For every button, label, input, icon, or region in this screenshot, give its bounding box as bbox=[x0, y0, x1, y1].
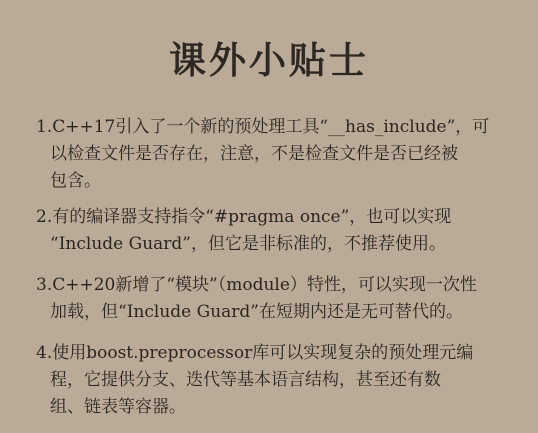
tip-item bbox=[36, 204, 508, 258]
tip-line: 加载，但“Include Guard”在短期内还是无可替代的。 bbox=[50, 302, 463, 322]
tip-line: 组、链表等容器。 bbox=[50, 397, 186, 417]
tip-item bbox=[36, 272, 508, 326]
tip-line: 以检查文件是否存在，注意，不是检查文件是否已经被 bbox=[50, 144, 458, 164]
tip-item bbox=[36, 340, 508, 421]
tip-item bbox=[36, 114, 508, 195]
tip-line: 程，它提供分支、迭代等基本语言结构，甚至还有数 bbox=[50, 370, 441, 390]
tip-line: 1.C++17引入了一个新的预处理工具“__has_include”，可 bbox=[36, 117, 490, 137]
tip-line: “Include Guard”，但它是非标准的，不推荐使用。 bbox=[50, 234, 446, 254]
tip-line: 2.有的编译器支持指令“#pragma once”，也可以实现 bbox=[36, 207, 452, 227]
page-title: 课外小贴士 bbox=[169, 38, 369, 82]
tip-line: 3.C++20新增了“模块”（module）特性，可以实现一次性 bbox=[36, 275, 477, 295]
tip-line: 4.使用boost.preprocessor库可以实现复杂的预处理元编 bbox=[36, 343, 474, 363]
tip-line: 包含。 bbox=[50, 171, 101, 191]
